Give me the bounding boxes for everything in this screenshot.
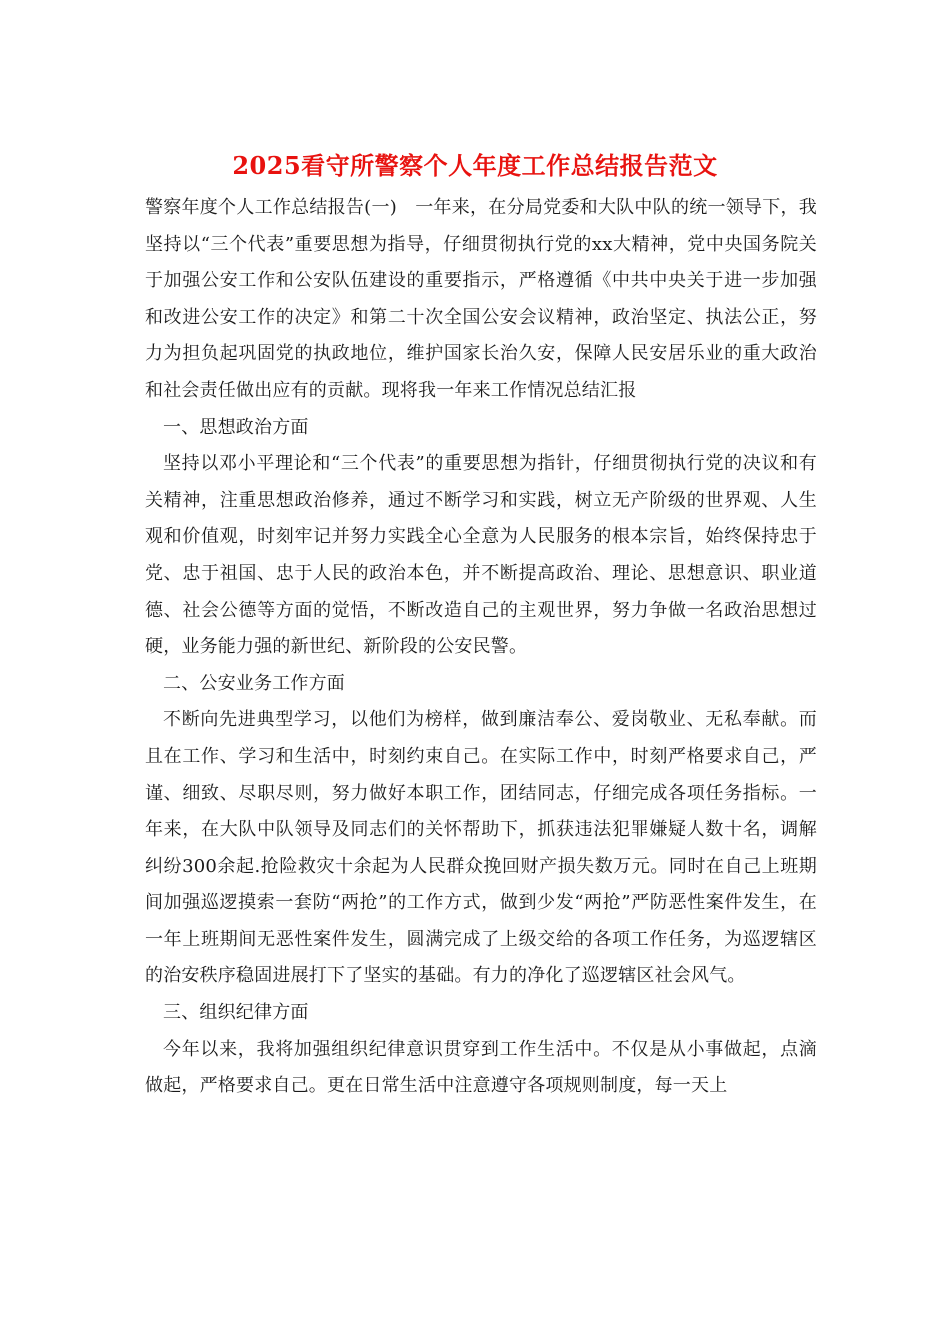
section-text-political: 坚持以邓小平理论和“三个代表”的重要思想为指针，仔细贯彻执行党的决议和有关精神，注重思想政治修养，通过不断学习和实践，树立无产阶级的世界观、人生观和价值观，时刻牢记并努力实践全心全意为人民服务的根本宗旨，始终保持忠于党、忠于祖国、忠于人民的政治本色，并不断提高政治、理论、思想意识、职业道德、社会公德等方面的觉悟，不断改造自己的主观世界，努力争做一名政治思想过硬，业务能力强的新世纪、新阶段的公安民警。 <box>145 453 817 658</box>
document-body <box>145 190 817 1105</box>
intro-paragraph: 警察年度个人工作总结报告(一) 一年来，在分局党委和大队中队的统一领导下，我坚持以“三个代表”重要思想为指导，仔细贯彻执行党的xx大精神，党中央国务院关于加强公安工作和公安队伍建设的重要指示，严格遵循《中共中央关于进一步加强和改进公安工作的决定》和第二十次全国公安会议精神，政治坚定、执法公正，努力为担负起巩固党的执政地位，维护国家长治久安，保障人民安居乐业的重大政治和社会责任做出应有的贡献。现将我一年来工作情况总结汇报 <box>145 197 817 401</box>
section-heading-discipline: 三、组织纪律方面 <box>163 1002 309 1024</box>
section-text-discipline: 今年以来，我将加强组织纪律意识贯穿到工作生活中。不仅是从小事做起，点滴做起，严格要求自己。更在日常生活中注意遵守各项规则制度，每一天上 <box>145 1038 817 1097</box>
section-heading-police-work: 二、公安业务工作方面 <box>163 672 345 694</box>
section-text-police-work: 不断向先进典型学习，以他们为榜样，做到廉洁奉公、爱岗敬业、无私奉献。而且在工作、学习和生活中，时刻约束自己。在实际工作中，时刻严格要求自己，严谨、细致、尽职尽则，努力做好本职工作，团结同志，仔细完成各项任务指标。一年来，在大队中队领导及同志们的关怀帮助下，抓获违法犯罪嫌疑人数十名，调解纠纷300余起.抢险救灾十余起为人民群众挽回财产损失数万元。同时在自己上班期间加强巡逻摸索一套防“两抢”的工作方式，做到少发“两抢”严防恶性案件发生，在一年上班期间无恶性案件发生，圆满完成了上级交给的各项工作任务，为巡逻辖区的治安秩序稳固进展打下了坚实的基础。有力的净化了巡逻辖区社会风气。 <box>145 709 817 987</box>
document-title: 2025看守所警察个人年度工作总结报告范文 <box>232 151 718 180</box>
section-heading-political: 一、思想政治方面 <box>163 416 309 438</box>
